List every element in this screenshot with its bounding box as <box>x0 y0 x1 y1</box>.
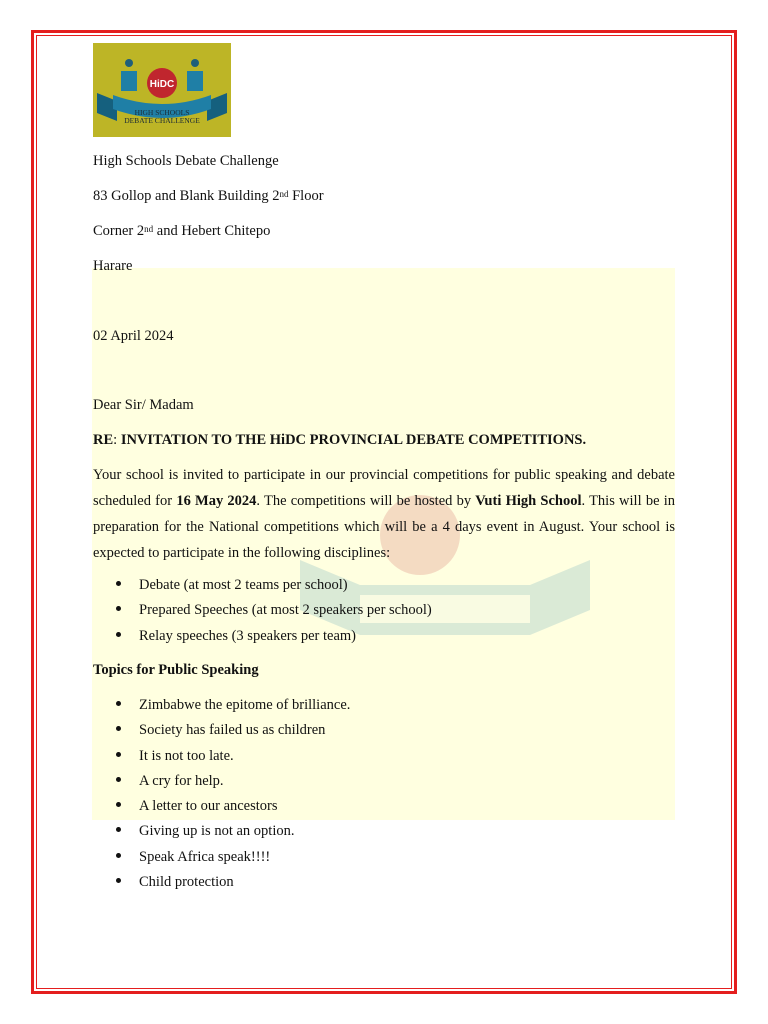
list-item: Giving up is not an option. <box>93 822 350 847</box>
sender-city: Harare <box>93 258 133 274</box>
letter-date: 02 April 2024 <box>93 328 174 344</box>
sender-address-line1: 83 Gollop and Blank Building 2nd Floor <box>93 188 324 204</box>
list-item: Relay speeches (3 speakers per team) <box>93 627 432 652</box>
hidc-logo <box>93 43 231 137</box>
salutation: Dear Sir/ Madam <box>93 397 194 413</box>
sender-name: High Schools Debate Challenge <box>93 153 279 169</box>
logo-badge-text: HiDC <box>149 79 175 90</box>
list-item: Prepared Speeches (at most 2 speakers per school) <box>93 601 432 626</box>
list-item: Society has failed us as children <box>93 721 350 746</box>
disciplines-list <box>93 576 432 652</box>
list-item: A letter to our ancestors <box>93 797 350 822</box>
list-item: Speak Africa speak!!!! <box>93 848 350 873</box>
list-item: Debate (at most 2 teams per school) <box>93 576 432 601</box>
event-date: 16 May 2024 <box>176 493 257 509</box>
invitation-paragraph: Your school is invited to participate in our provincial competitions for public speaking and debate scheduled for 16 May 2024. The competitions will be hosted by Vuti High School. This will be in preparation for the National competitions which will be a 4 days event in August. Your school is expected to participate in the following disciplines: <box>93 467 675 561</box>
host-school: Vuti High School <box>475 493 582 509</box>
subject-line: RE: INVITATION TO THE HiDC PROVINCIAL DEBATE COMPETITIONS. <box>93 432 587 448</box>
list-item: A cry for help. <box>93 772 350 797</box>
topics-list <box>93 696 350 898</box>
list-item: Zimbabwe the epitome of brilliance. <box>93 696 350 721</box>
logo-line1: HIGH SCHOOLS <box>134 108 190 117</box>
sender-address-line2: Corner 2nd and Hebert Chitepo <box>93 223 271 239</box>
list-item: It is not too late. <box>93 747 350 772</box>
list-item: Child protection <box>93 873 350 898</box>
logo-line2: DEBATE CHALLENGE <box>124 116 200 125</box>
topics-heading: Topics for Public Speaking <box>93 662 259 678</box>
